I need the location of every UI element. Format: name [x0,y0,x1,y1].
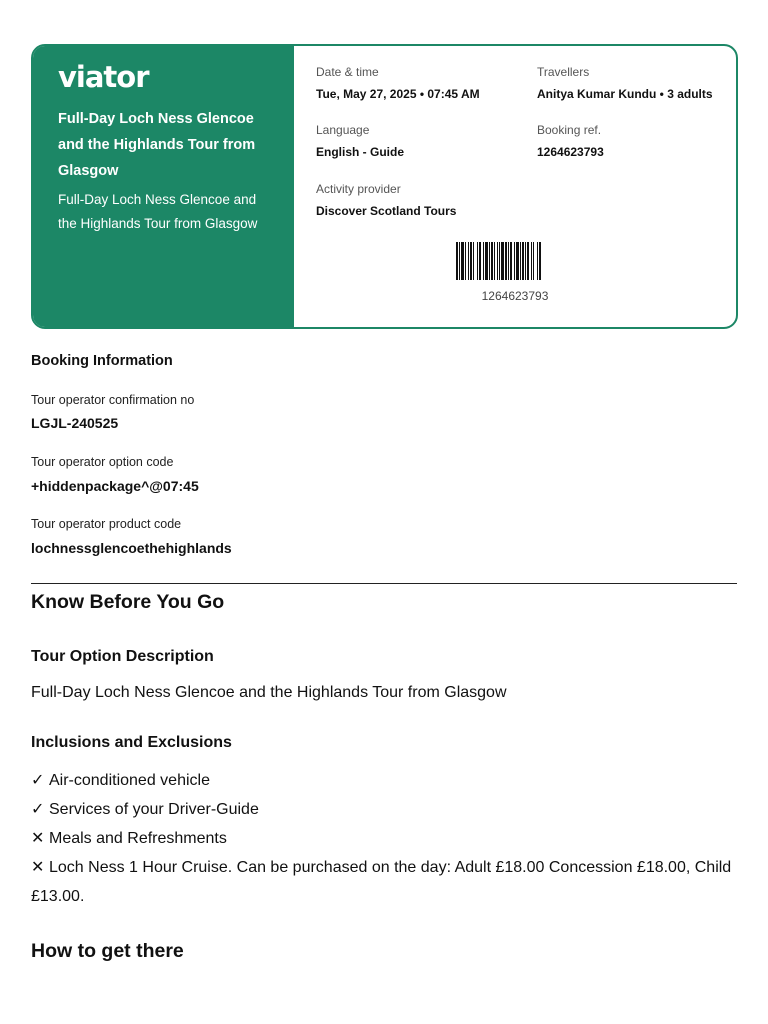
barcode-image [456,242,574,280]
booking-info-heading: Booking Information [31,353,173,369]
ticket-details [294,46,736,327]
cross-icon: ✕ [31,830,45,847]
tour-subtitle: Full-Day Loch Ness Glencoe and the Highlands Tour from Glasgow [58,192,258,231]
product-code-value: lochnessglencoethehighlands [31,540,232,556]
provider-field [316,182,456,218]
barcode-number: 1264623793 [481,289,549,303]
date-time-label: Date & time [316,65,379,79]
language-value: English - Guide [316,145,405,159]
travellers-value: Anitya Kumar Kundu • 3 adults [537,87,713,101]
confirmation-value: LGJL-240525 [31,415,119,431]
inclusions-list [31,766,737,911]
how-to-get-there-heading: How to get there [31,940,184,962]
provider-value: Discover Scotland Tours [316,204,457,218]
list-item: ✕ Loch Ness 1 Hour Cruise. Can be purchased on the day: Adult £18.00 Concession £18.00, Child £13.00. [31,853,737,911]
product-code-label: Tour operator product code [31,517,182,531]
know-before-heading: Know Before You Go [31,591,225,613]
ticket-card [31,44,738,329]
booking-ref-label: Booking ref. [537,123,602,137]
booking-ref-value: 1264623793 [537,145,604,159]
list-item: ✕ Meals and Refreshments [31,824,737,853]
section-divider [31,583,737,584]
list-item: ✓ Air-conditioned vehicle [31,766,737,795]
check-icon: ✓ [31,801,45,818]
provider-label: Activity provider [316,182,401,196]
language-field [316,123,404,159]
inclusions-heading: Inclusions and Exclusions [31,734,232,751]
tour-title: Full-Day Loch Ness Glencoe and the Highlands Tour from Glasgow [58,111,256,179]
option-code-label: Tour operator option code [31,455,174,469]
booking-ref-field [537,123,604,159]
ticket-header-panel [33,46,294,327]
confirmation-label: Tour operator confirmation no [31,393,195,407]
date-time-field [316,65,480,101]
viator-logo: viator [58,60,149,94]
date-time-value: Tue, May 27, 2025 • 07:45 AM [316,87,480,101]
check-icon: ✓ [31,772,45,789]
option-code-value: +hiddenpackage^@07:45 [31,478,199,494]
tour-option-text: Full-Day Loch Ness Glencoe and the Highlands Tour from Glasgow [31,684,507,701]
cross-icon: ✕ [31,859,45,876]
travellers-field [537,65,713,101]
list-item: ✓ Services of your Driver-Guide [31,795,737,824]
language-label: Language [316,123,370,137]
tour-option-heading: Tour Option Description [31,648,214,665]
travellers-label: Travellers [537,65,590,79]
